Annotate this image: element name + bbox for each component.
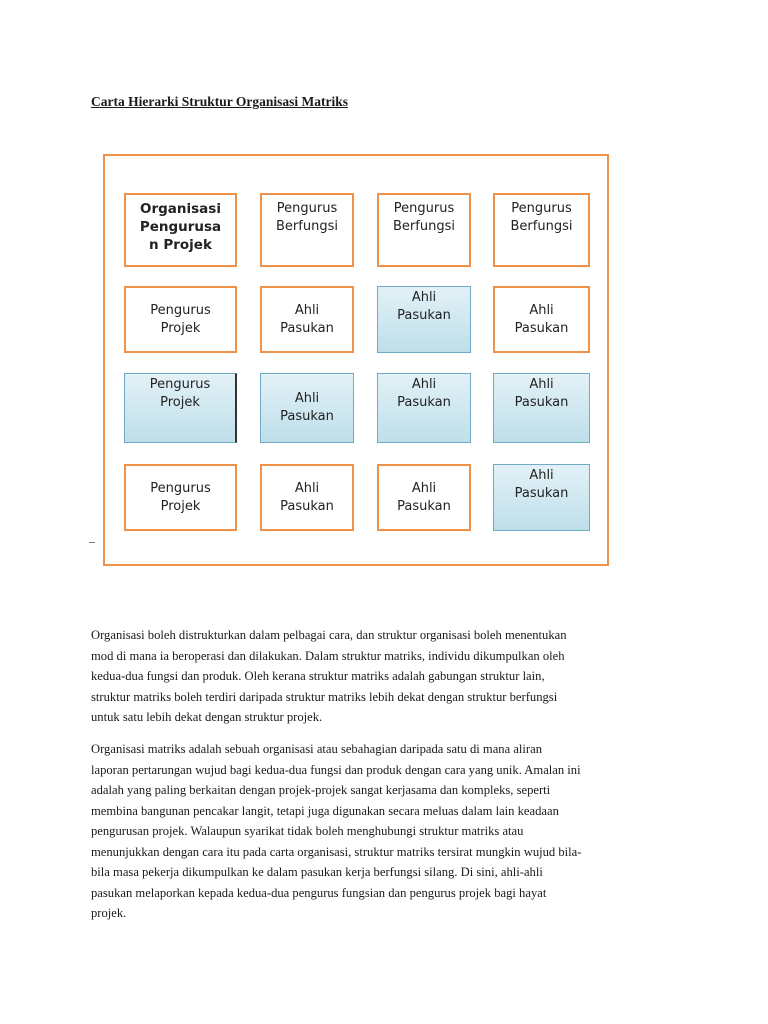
paragraph-line: struktur matriks boleh terdiri daripada struktur matriks lebih dekat dengan struktur berfungsi: [91, 689, 558, 704]
box-label: Pengurus Berfungsi: [393, 201, 455, 234]
paragraph-line: pengurusan projek. Walaupun syarikat tidak boleh menghubungi struktur matriks atau: [91, 824, 524, 838]
box-ahli-pasukan-r3c4: [493, 373, 590, 443]
box-label: Ahli Pasukan: [514, 377, 569, 410]
paragraph-line: membina bangunan pencakar langit, tetapi juga digunakan secara meluas dalam lain keadaan: [91, 803, 559, 818]
box-ahli-pasukan-r3c2: [260, 373, 354, 443]
box-ahli-pasukan-r3c3: [377, 373, 471, 443]
paragraph-1: [91, 625, 691, 728]
paragraph-line: laporan pertarungan wujud bagi kedua-dua fungsi dan produk dengan cara yang unik. Amalan ini: [91, 762, 581, 777]
box-ahli-pasukan-r4c3: [377, 464, 471, 531]
paragraph-line: Organisasi matriks adalah sebuah organisasi atau sebahagian daripada satu di mana aliran: [91, 742, 543, 756]
box-label: Ahli Pasukan: [397, 290, 451, 323]
box-pengurus-berfungsi-2: [377, 193, 471, 267]
paragraph-line: Organisasi boleh distrukturkan dalam pelbagai cara, dan struktur organisasi boleh menentukan: [91, 628, 567, 642]
paragraph-line: untuk satu lebih dekat dengan struktur projek.: [91, 710, 323, 724]
document-title: Carta Hierarki Struktur Organisasi Matriks: [91, 94, 348, 109]
box-pengurus-projek-3: [124, 464, 237, 531]
box-ahli-pasukan-r2c2: [260, 286, 354, 353]
box-label: Ahli Pasukan: [280, 480, 334, 514]
box-label: Ahli Pasukan: [514, 302, 569, 336]
box-label: Ahli Pasukan: [514, 468, 569, 501]
paragraph-line: projek.: [91, 906, 127, 920]
box-label: Ahli Pasukan: [397, 480, 451, 514]
box-label: Ahli Pasukan: [280, 391, 334, 424]
box-ahli-pasukan-r2c4: [493, 286, 590, 353]
paragraph-line: mod di mana ia beroperasi dan dilakukan. Dalam struktur matriks, individu dikumpulkan oleh: [91, 648, 565, 663]
box-ahli-pasukan-r4c4: [493, 464, 590, 531]
box-label: Pengurus Projek: [150, 302, 211, 336]
paragraph-line: bila masa pekerja dikumpulkan ke dalam pasukan kerja berfungsi silang. Di sini, ahli-ahli: [91, 865, 543, 879]
box-pengurus-berfungsi-3: [493, 193, 590, 267]
box-organisasi-pengurusan-projek: [124, 193, 237, 267]
box-label: Pengurus Projek: [150, 480, 211, 514]
paragraph-line: adalah yang paling berkaitan dengan projek-projek sangat kerjasama dan kompleks, seperti: [91, 783, 551, 797]
box-pengurus-projek-1: [124, 286, 237, 353]
box-ahli-pasukan-r2c3: [377, 286, 471, 353]
box-label: Ahli Pasukan: [397, 377, 451, 410]
paragraph-line: pasukan melaporkan kepada kedua-dua pengurus fungsian dan pengurus projek bagi hayat: [91, 885, 547, 900]
box-pengurus-berfungsi-1: [260, 193, 354, 267]
paragraph-line: menunjukkan dengan cara itu pada carta organisasi, struktur matriks tersirat mungkin wujud bila-: [91, 844, 582, 859]
box-label: Pengurus Berfungsi: [276, 201, 338, 234]
paragraph-line: kedua-dua fungsi dan produk. Oleh kerana struktur matriks adalah gabungan struktur lain,: [91, 669, 545, 683]
box-label: Ahli Pasukan: [280, 302, 334, 336]
box-pengurus-projek-2: [124, 373, 237, 443]
box-label: Organisasi Pengurusa n Projek: [139, 201, 222, 253]
box-label: Pengurus Berfungsi: [510, 201, 573, 234]
box-label: Pengurus Projek: [149, 377, 211, 410]
box-ahli-pasukan-r4c2: [260, 464, 354, 531]
stray-dash: –: [89, 534, 95, 548]
paragraph-2: [91, 739, 691, 924]
